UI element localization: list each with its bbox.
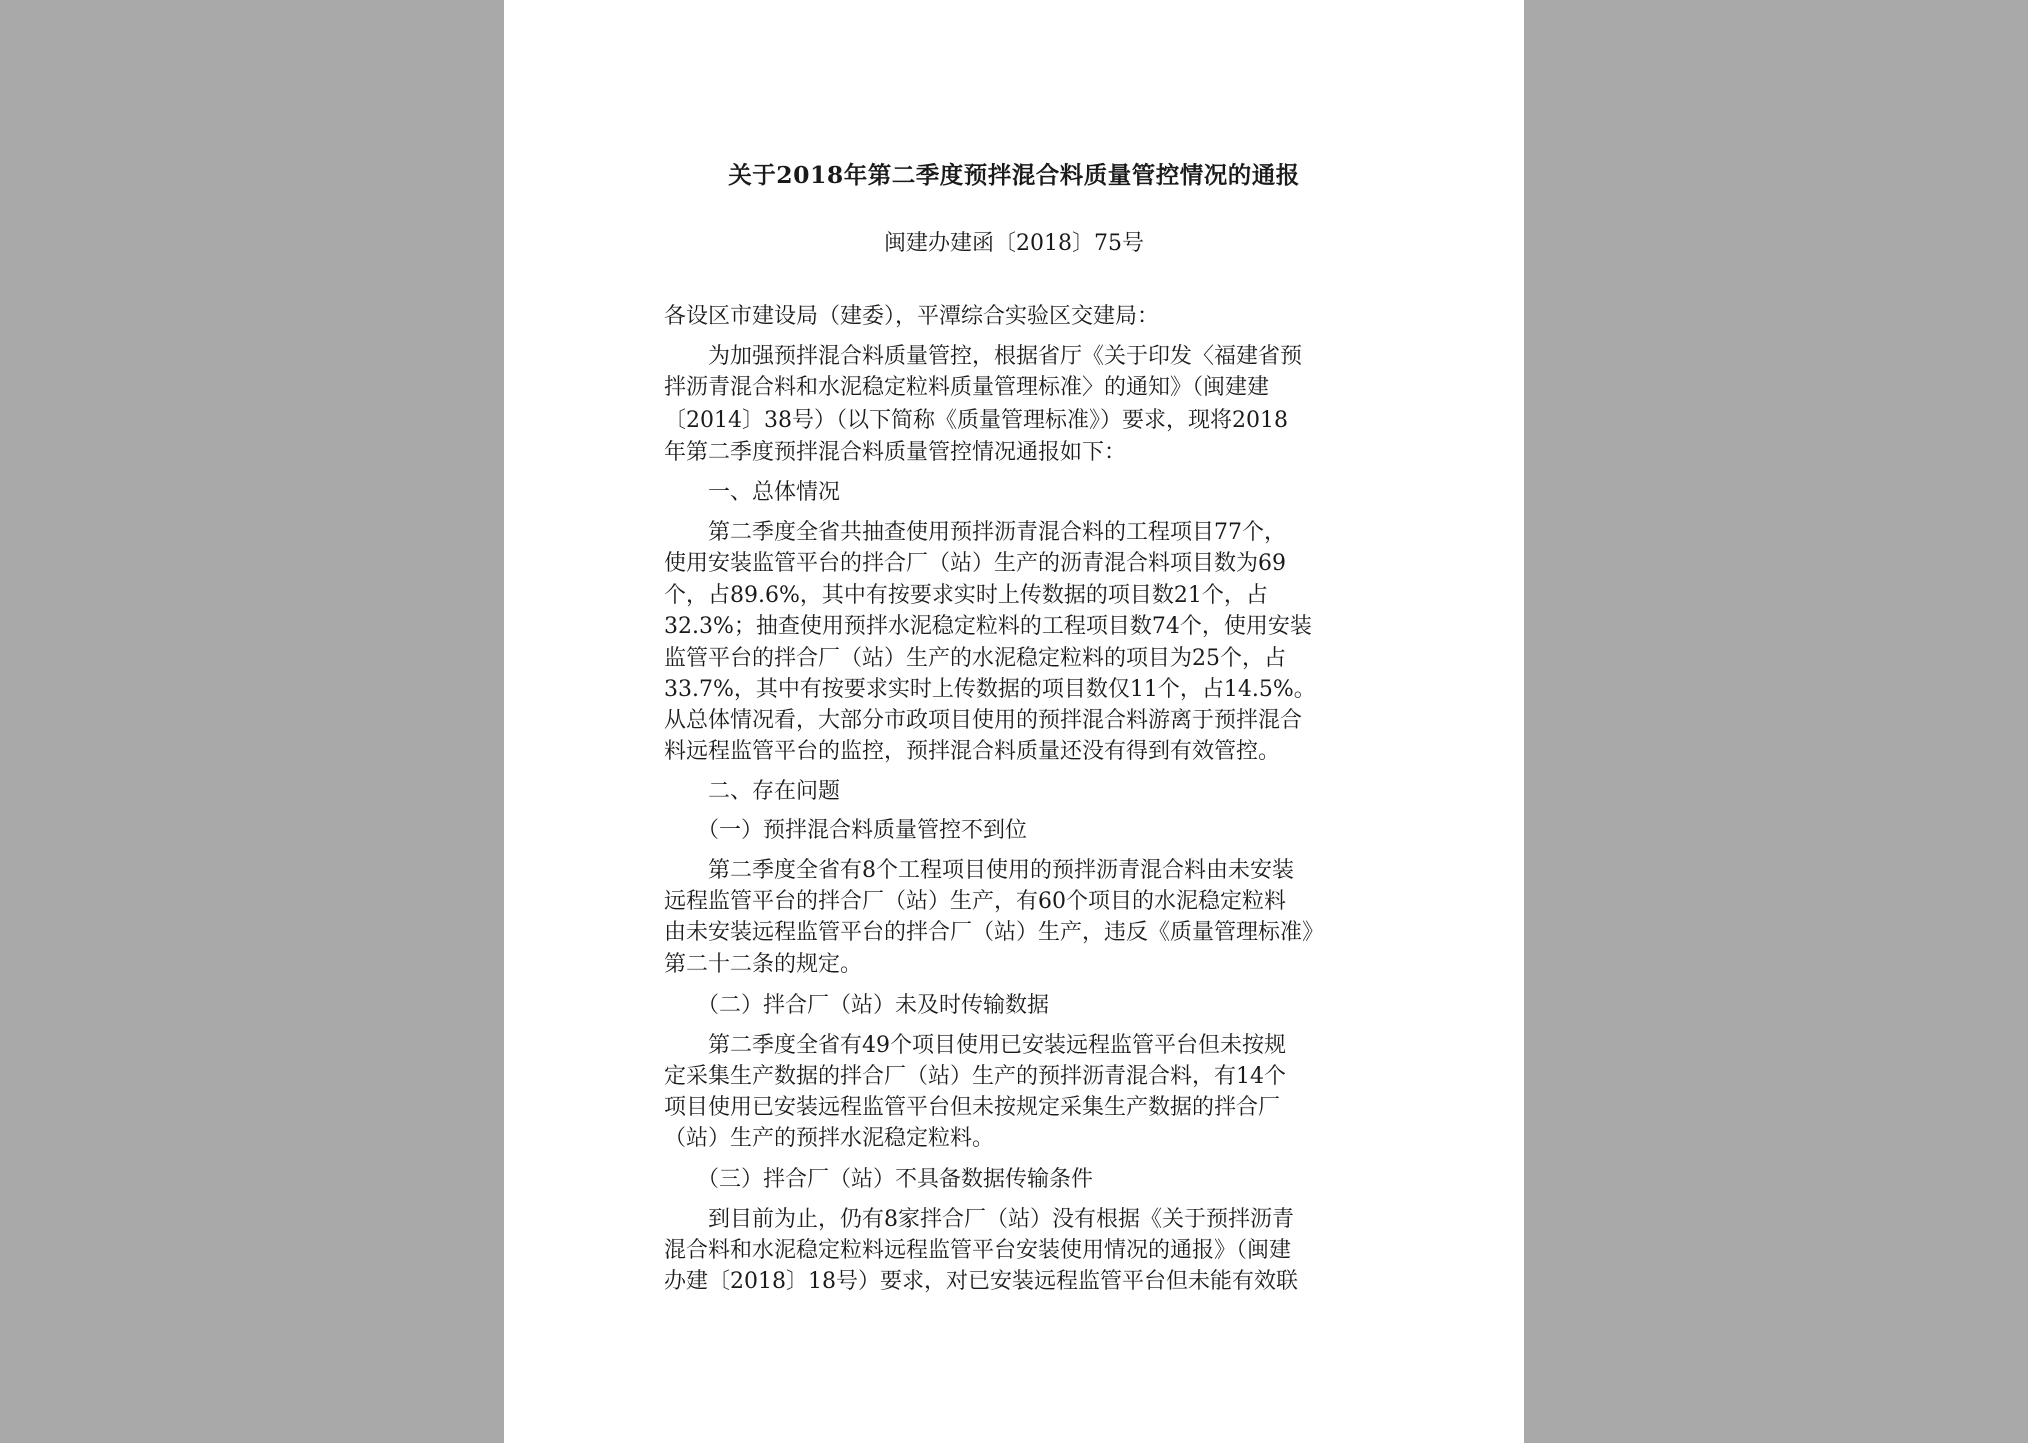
body-line: 第二十二条的规定。 — [664, 952, 863, 977]
body-line: 从总体情况看，大部分市政项目使用的预拌混合料游离于预拌混合 — [664, 708, 1303, 733]
document-title: 关于2018年第二季度预拌混合料质量管控情况的通报 — [728, 161, 1300, 189]
section-heading: 一、总体情况 — [664, 480, 841, 505]
subsection-heading: （一）预拌混合料质量管控不到位 — [664, 818, 1028, 843]
body-line: 各设区市建设局（建委），平潭综合实验区交建局： — [664, 304, 1160, 329]
body-line: 办建〔2018〕18号）要求，对已安装远程监管平台但未能有效联 — [664, 1269, 1298, 1294]
body-line: 〔2014〕38号）（以下简称《质量管理标准》）要求，现将2018 — [664, 408, 1288, 433]
body-line: 料远程监管平台的监控，预拌混合料质量还没有得到有效管控。 — [664, 739, 1281, 764]
document-number: 闽建办建函〔2018〕75号 — [884, 231, 1144, 256]
body-line: 第二季度全省有8个工程项目使用的预拌沥青混合料由未安装 — [664, 858, 1294, 883]
body-line: 32.3%；抽查使用预拌水泥稳定粒料的工程项目数74个，使用安装 — [664, 614, 1312, 639]
subsection-heading: （二）拌合厂（站）未及时传输数据 — [664, 993, 1050, 1018]
body-line: 混合料和水泥稳定粒料远程监管平台安装使用情况的通报》（闽建 — [664, 1238, 1292, 1263]
body-line: 第二季度全省有49个项目使用已安装远程监管平台但未按规 — [664, 1033, 1286, 1058]
body-line: 年第二季度预拌混合料质量管控情况通报如下： — [664, 440, 1127, 465]
body-line: 拌沥青混合料和水泥稳定粒料质量管理标准〉的通知》（闽建建 — [664, 375, 1270, 400]
subsection-heading: （三）拌合厂（站）不具备数据传输条件 — [664, 1167, 1094, 1192]
body-line: 由未安装远程监管平台的拌合厂（站）生产，违反《质量管理标准》 — [664, 920, 1325, 945]
body-line: 使用安装监管平台的拌合厂（站）生产的沥青混合料项目数为69 — [664, 551, 1286, 576]
body-line: 到目前为止，仍有8家拌合厂（站）没有根据《关于预拌沥青 — [664, 1207, 1294, 1232]
body-line: 个，占89.6%，其中有按要求实时上传数据的项目数21个，占 — [664, 583, 1268, 608]
document-page — [504, 0, 1524, 1443]
body-line: 定采集生产数据的拌合厂（站）生产的预拌沥青混合料，有14个 — [664, 1064, 1286, 1089]
body-line: 33.7%，其中有按要求实时上传数据的项目数仅11个，占14.5%。 — [664, 677, 1316, 702]
body-line: 第二季度全省共抽查使用预拌沥青混合料的工程项目77个， — [664, 520, 1286, 545]
body-line: 远程监管平台的拌合厂（站）生产，有60个项目的水泥稳定粒料 — [664, 889, 1286, 914]
body-line: （站）生产的预拌水泥稳定粒料。 — [664, 1126, 995, 1151]
body-line: 监管平台的拌合厂（站）生产的水泥稳定粒料的项目为25个，占 — [664, 646, 1286, 671]
section-heading: 二、存在问题 — [664, 779, 841, 804]
body-line: 为加强预拌混合料质量管控，根据省厅《关于印发〈福建省预 — [664, 344, 1303, 369]
body-line: 项目使用已安装远程监管平台但未按规定采集生产数据的拌合厂 — [664, 1095, 1281, 1120]
